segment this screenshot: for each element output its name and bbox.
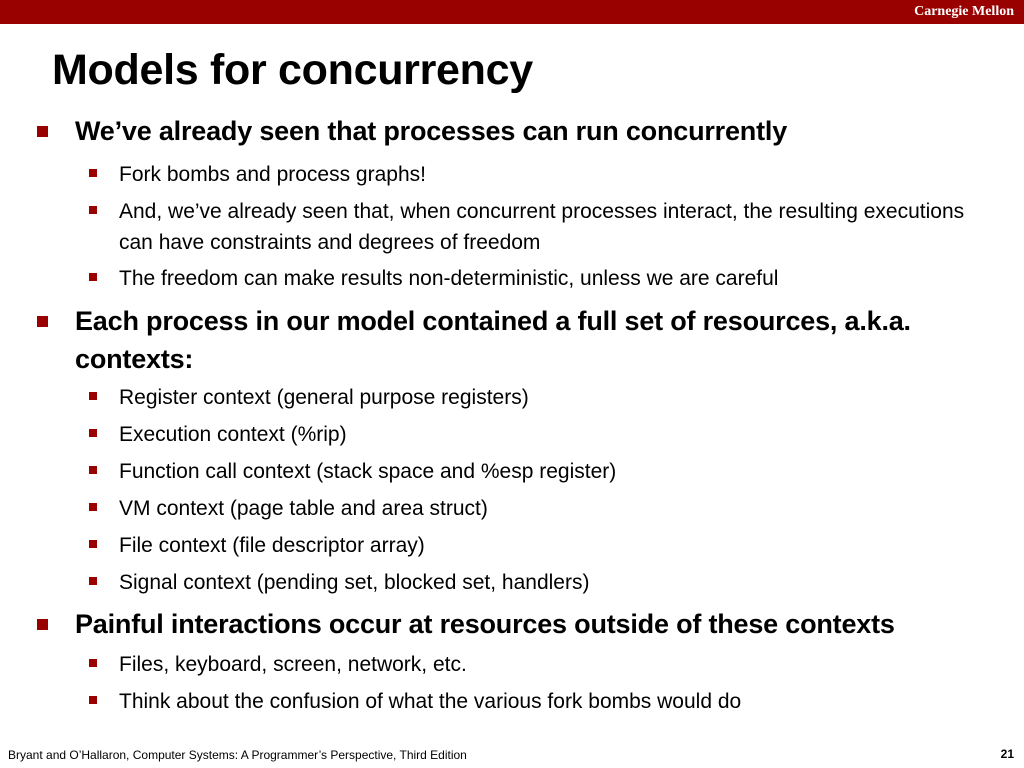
sub-bullet-text: Think about the confusion of what the various fork bombs would do — [119, 690, 742, 713]
sub-bullet-text: And, we’ve already seen that, when concurrent processes interact, the resulting executions can have constraints and degrees of freedom — [119, 200, 965, 254]
square-bullet-icon — [89, 540, 97, 548]
bullet-item — [75, 605, 975, 643]
square-bullet-icon — [89, 696, 97, 704]
sub-bullet-item — [119, 649, 979, 680]
sub-bullet-text: Function call context (stack space and %esp register) — [119, 460, 617, 483]
page-number: 21 — [1000, 747, 1014, 761]
bullet-text: We’ve already seen that processes can run concurrently — [75, 116, 788, 146]
sub-bullet-text: Files, keyboard, screen, network, etc. — [119, 653, 467, 676]
sub-bullet-text: VM context (page table and area struct) — [119, 497, 488, 520]
bullet-text: Painful interactions occur at resources outside of these contexts — [75, 609, 895, 639]
square-bullet-icon — [89, 169, 97, 177]
square-bullet-icon — [89, 466, 97, 474]
sub-bullet-item — [119, 493, 979, 524]
sub-bullet-text: Register context (general purpose registers) — [119, 386, 529, 409]
square-bullet-icon — [89, 273, 97, 281]
sub-bullet-item — [119, 159, 979, 190]
square-bullet-icon — [89, 392, 97, 400]
slide-title: Models for concurrency — [52, 46, 533, 94]
bullet-text: Each process in our model contained a full set of resources, a.k.a. contexts: — [75, 306, 911, 374]
square-bullet-icon — [89, 206, 97, 214]
bullet-item — [75, 112, 975, 150]
sub-bullet-text: The freedom can make results non-deterministic, unless we are careful — [119, 267, 779, 290]
header-bar — [0, 0, 1024, 24]
sub-bullet-item — [119, 456, 979, 487]
square-bullet-icon — [37, 619, 48, 630]
sub-bullet-text: File context (file descriptor array) — [119, 534, 425, 557]
square-bullet-icon — [37, 316, 48, 327]
square-bullet-icon — [89, 503, 97, 511]
footer-citation: Bryant and O’Hallaron, Computer Systems: A Programmer’s Perspective, Third Edition — [8, 748, 467, 762]
sub-bullet-item — [119, 263, 979, 294]
institution-name: Carnegie Mellon — [914, 4, 1014, 19]
square-bullet-icon — [89, 577, 97, 585]
sub-bullet-text: Fork bombs and process graphs! — [119, 163, 426, 186]
square-bullet-icon — [89, 659, 97, 667]
sub-bullet-text: Execution context (%rip) — [119, 423, 347, 446]
bullet-item — [75, 302, 975, 378]
sub-bullet-item — [119, 419, 979, 450]
sub-bullet-item — [119, 196, 979, 258]
square-bullet-icon — [89, 429, 97, 437]
square-bullet-icon — [37, 126, 48, 137]
sub-bullet-item — [119, 382, 979, 413]
sub-bullet-item — [119, 567, 979, 598]
sub-bullet-text: Signal context (pending set, blocked set, handlers) — [119, 571, 590, 594]
sub-bullet-item — [119, 686, 979, 717]
sub-bullet-item — [119, 530, 979, 561]
